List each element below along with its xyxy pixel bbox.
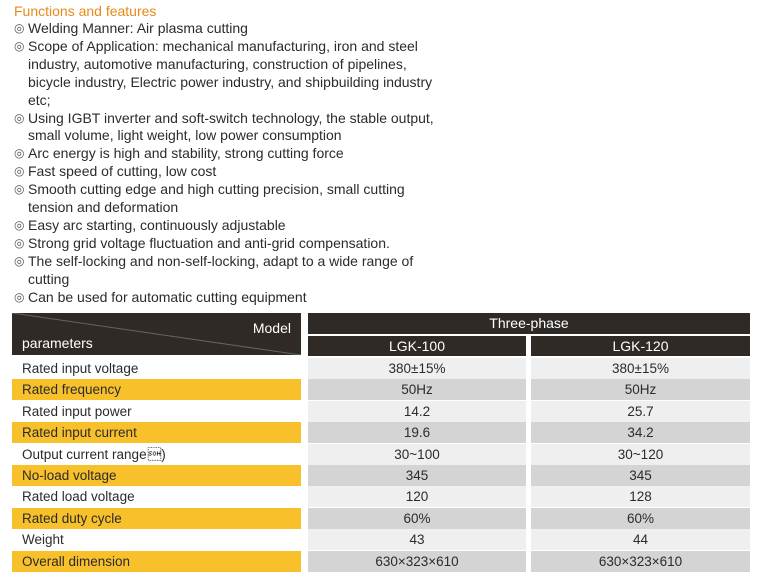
table-row xyxy=(12,551,750,572)
lgk-120-value: 30~120 xyxy=(531,444,750,465)
lgk-120-value: 345 xyxy=(531,465,750,486)
lgk-100-value: 14.2 xyxy=(308,401,526,422)
param-cell: Weight xyxy=(12,529,301,550)
bullet-icon: ◎ xyxy=(14,182,25,197)
lgk-100-value: 43 xyxy=(308,529,526,550)
lgk-120-value: 60% xyxy=(531,508,750,529)
lgk-100-value: 120 xyxy=(308,486,526,507)
feature-line: The self-locking and non-self-locking, adapt to a wide range of xyxy=(28,252,414,269)
lgk-120-value: 34.2 xyxy=(531,422,750,443)
lgk-100-value: 19.6 xyxy=(308,422,526,443)
feature-text xyxy=(28,38,454,110)
features-list xyxy=(14,20,454,307)
feature-line: cutting xyxy=(28,270,70,287)
parameters-header-label: parameters xyxy=(22,335,93,351)
feature-item xyxy=(14,289,454,307)
bullet-icon: ◎ xyxy=(14,21,25,35)
lgk-100-value: 345 xyxy=(308,465,526,486)
feature-line: Using IGBT inverter and soft-switch technology, the stable output, xyxy=(28,109,434,126)
three-phase-header: Three-phase xyxy=(308,313,750,334)
feature-text xyxy=(28,110,454,146)
table-row xyxy=(12,529,750,550)
param-cell: No-load voltage xyxy=(12,465,301,486)
model-header-lgk-120: LGK-120 xyxy=(531,336,750,356)
param-cell: Rated frequency xyxy=(12,379,301,400)
feature-text xyxy=(28,235,454,253)
model-header-label: Model xyxy=(252,320,291,336)
lgk-120-value: 44 xyxy=(531,529,750,550)
feature-line: Easy arc starting, continuously adjustable xyxy=(28,216,286,233)
param-cell: Rated load voltage xyxy=(12,486,301,507)
lgk-100-value: 30~100 xyxy=(308,444,526,465)
param-cell: Rated input current xyxy=(12,422,301,443)
table-row xyxy=(12,358,750,379)
feature-line: small volume, light weight, low power consumption xyxy=(28,127,342,144)
bullet-icon: ◎ xyxy=(14,253,25,268)
lgk-120-value: 50Hz xyxy=(531,379,750,400)
feature-item xyxy=(14,181,454,217)
lgk-120-value: 380±15% xyxy=(531,358,750,379)
feature-item xyxy=(14,20,454,38)
param-cell: Output current range ) xyxy=(12,444,301,465)
feature-text xyxy=(28,253,454,289)
feature-text xyxy=(28,20,454,38)
feature-line: Smooth cutting edge and high cutting precision, small cutting xyxy=(28,181,405,198)
feature-text xyxy=(28,217,454,235)
feature-line: Fast speed of cutting, low cost xyxy=(28,163,217,180)
bullet-icon: ◎ xyxy=(14,235,25,250)
feature-line: Strong grid voltage fluctuation and anti-grid compensation. xyxy=(28,234,390,251)
table-row xyxy=(12,379,750,400)
lgk-120-value: 128 xyxy=(531,486,750,507)
feature-text xyxy=(28,181,454,217)
param-cell: Rated input voltage xyxy=(12,358,301,379)
table-header-parameters-model xyxy=(12,313,301,355)
feature-line: industry, automotive manufacturing, construction of pipelines, xyxy=(28,55,407,72)
model-header-lgk-100: LGK-100 xyxy=(308,336,526,356)
lgk-100-value: 630×323×610 xyxy=(308,551,526,572)
lgk-120-value: 25.7 xyxy=(531,401,750,422)
bullet-icon: ◎ xyxy=(14,164,25,179)
feature-item xyxy=(14,217,454,235)
bullet-icon: ◎ xyxy=(14,217,25,232)
feature-line: Can be used for automatic cutting equipment xyxy=(28,288,307,305)
param-cell: Rated duty cycle xyxy=(12,508,301,529)
bullet-icon: ◎ xyxy=(14,146,25,161)
table-row xyxy=(12,508,750,529)
param-cell: Rated input power xyxy=(12,401,301,422)
feature-text xyxy=(28,289,454,307)
table-row xyxy=(12,401,750,422)
feature-line: etc; xyxy=(28,91,51,108)
table-row xyxy=(12,422,750,443)
bullet-icon: ◎ xyxy=(14,289,25,304)
feature-line: bicycle industry, Electric power industry, and shipbuilding industry xyxy=(28,73,433,90)
feature-line: tension and deformation xyxy=(28,199,179,216)
feature-line: Arc energy is high and stability, strong cutting force xyxy=(28,145,344,162)
feature-item xyxy=(14,235,454,253)
table-row xyxy=(12,465,750,486)
lgk-100-value: 50Hz xyxy=(308,379,526,400)
lgk-100-value: 380±15% xyxy=(308,358,526,379)
feature-item xyxy=(14,38,454,110)
table-row xyxy=(12,486,750,507)
table-row xyxy=(12,444,750,465)
feature-line: Scope of Application: mechanical manufacturing, iron and steel xyxy=(28,37,418,54)
lgk-120-value: 630×323×610 xyxy=(531,551,750,572)
param-cell: Overall dimension xyxy=(12,551,301,572)
feature-item xyxy=(14,110,454,146)
bullet-icon: ◎ xyxy=(14,110,25,125)
section-title: Functions and features xyxy=(14,3,157,19)
feature-text xyxy=(28,163,454,181)
feature-item xyxy=(14,253,454,289)
feature-item xyxy=(14,145,454,163)
feature-line: Welding Manner: Air plasma cutting xyxy=(28,20,248,36)
feature-item xyxy=(14,163,454,181)
bullet-icon: ◎ xyxy=(14,38,25,53)
lgk-100-value: 60% xyxy=(308,508,526,529)
feature-text xyxy=(28,145,454,163)
